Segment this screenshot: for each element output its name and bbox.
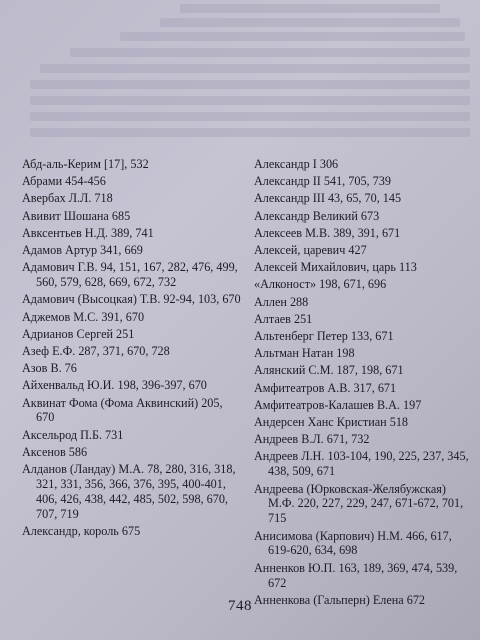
- index-entry: Авксентьев Н.Д. 389, 741: [22, 225, 154, 240]
- index-entry: Адамов Артур 341, 669: [22, 243, 143, 258]
- index-entry: Андреев В.Л. 671, 732: [254, 432, 370, 447]
- index-entry: Андреев Л.Н. 103-104, 190, 225, 237, 345, 438, 509, 671: [254, 449, 469, 479]
- index-entry: Адрианов Сергей 251: [22, 326, 135, 341]
- index-entry: Алексей Михайлович, царь 113: [254, 260, 417, 275]
- index-entry: Андерсен Ханс Кристиан 518: [254, 415, 409, 430]
- index-entry: Авербах Л.Л. 718: [22, 191, 113, 206]
- index-entry: Александр Великий 673: [254, 208, 380, 223]
- index-entry: Аксельрод П.Б. 731: [22, 427, 124, 442]
- index-entry: Алексей, царевич 427: [254, 243, 367, 258]
- index-entry: Андреева (Юрковская-Желябужская) М.Ф. 220, 227, 229, 247, 671-672, 701, 715: [254, 481, 464, 526]
- index-column-right: [254, 157, 469, 610]
- index-entry: Аксенов 586: [22, 444, 88, 459]
- index-entry: Алянский С.М. 187, 198, 671: [254, 363, 404, 378]
- index-entry: Абрами 454-456: [22, 174, 106, 189]
- index-entry: Алданов (Ландау) М.А. 78, 280, 316, 318, 321, 331, 356, 366, 376, 395, 400-401, 406, 426, 438, 442, 485, 502, 598, 670, 707, 719: [22, 462, 236, 521]
- index-column-left: [22, 157, 242, 541]
- index-entry: Альтенберг Петер 133, 671: [254, 329, 394, 344]
- index-entry: Амфитеатров А.В. 317, 671: [254, 380, 397, 395]
- index-entry: Александр I 306: [254, 157, 339, 171]
- index-entry: Авивит Шошана 685: [22, 208, 131, 223]
- index-entry: Анисимова (Карпович) Н.М. 466, 617, 619-620, 634, 698: [254, 528, 452, 558]
- index-entry: Азеф Е.Ф. 287, 371, 670, 728: [22, 343, 170, 358]
- page-number: 748: [228, 598, 252, 614]
- index-entry: Алтаев 251: [254, 311, 313, 326]
- index-entry: Аллен 288: [254, 294, 309, 309]
- index-entry: Александр III 43, 65, 70, 145: [254, 191, 402, 206]
- index-entry: Александр, король 675: [22, 523, 141, 538]
- show-through-text: [0, 0, 480, 150]
- index-entry: Адамович (Высоцкая) Т.В. 92-94, 103, 670: [22, 292, 241, 307]
- index-entry: «Алконост» 198, 671, 696: [254, 277, 387, 292]
- index-entry: Айхенвальд Ю.И. 198, 396-397, 670: [22, 378, 207, 393]
- index-entry: Азов В. 76: [22, 361, 77, 376]
- index-entry: Аквинат Фома (Фома Аквинский) 205, 670: [22, 395, 223, 425]
- index-entry: Александр II 541, 705, 739: [254, 174, 391, 189]
- index-entry: Алексеев М.В. 389, 391, 671: [254, 225, 401, 240]
- index-entry: Анненков Ю.П. 163, 189, 369, 474, 539, 672: [254, 560, 458, 590]
- index-entry: Адамович Г.В. 94, 151, 167, 282, 476, 499, 560, 579, 628, 669, 672, 732: [22, 260, 238, 290]
- index-entry: Альтман Натан 198: [254, 346, 355, 361]
- index-entry: Абд-аль-Керим [17], 532: [22, 157, 149, 171]
- index-entry: Анненкова (Гальперн) Елена 672: [254, 592, 426, 607]
- index-entry: Амфитеатров-Калашев В.А. 197: [254, 397, 422, 412]
- index-entry: Аджемов М.С. 391, 670: [22, 309, 145, 324]
